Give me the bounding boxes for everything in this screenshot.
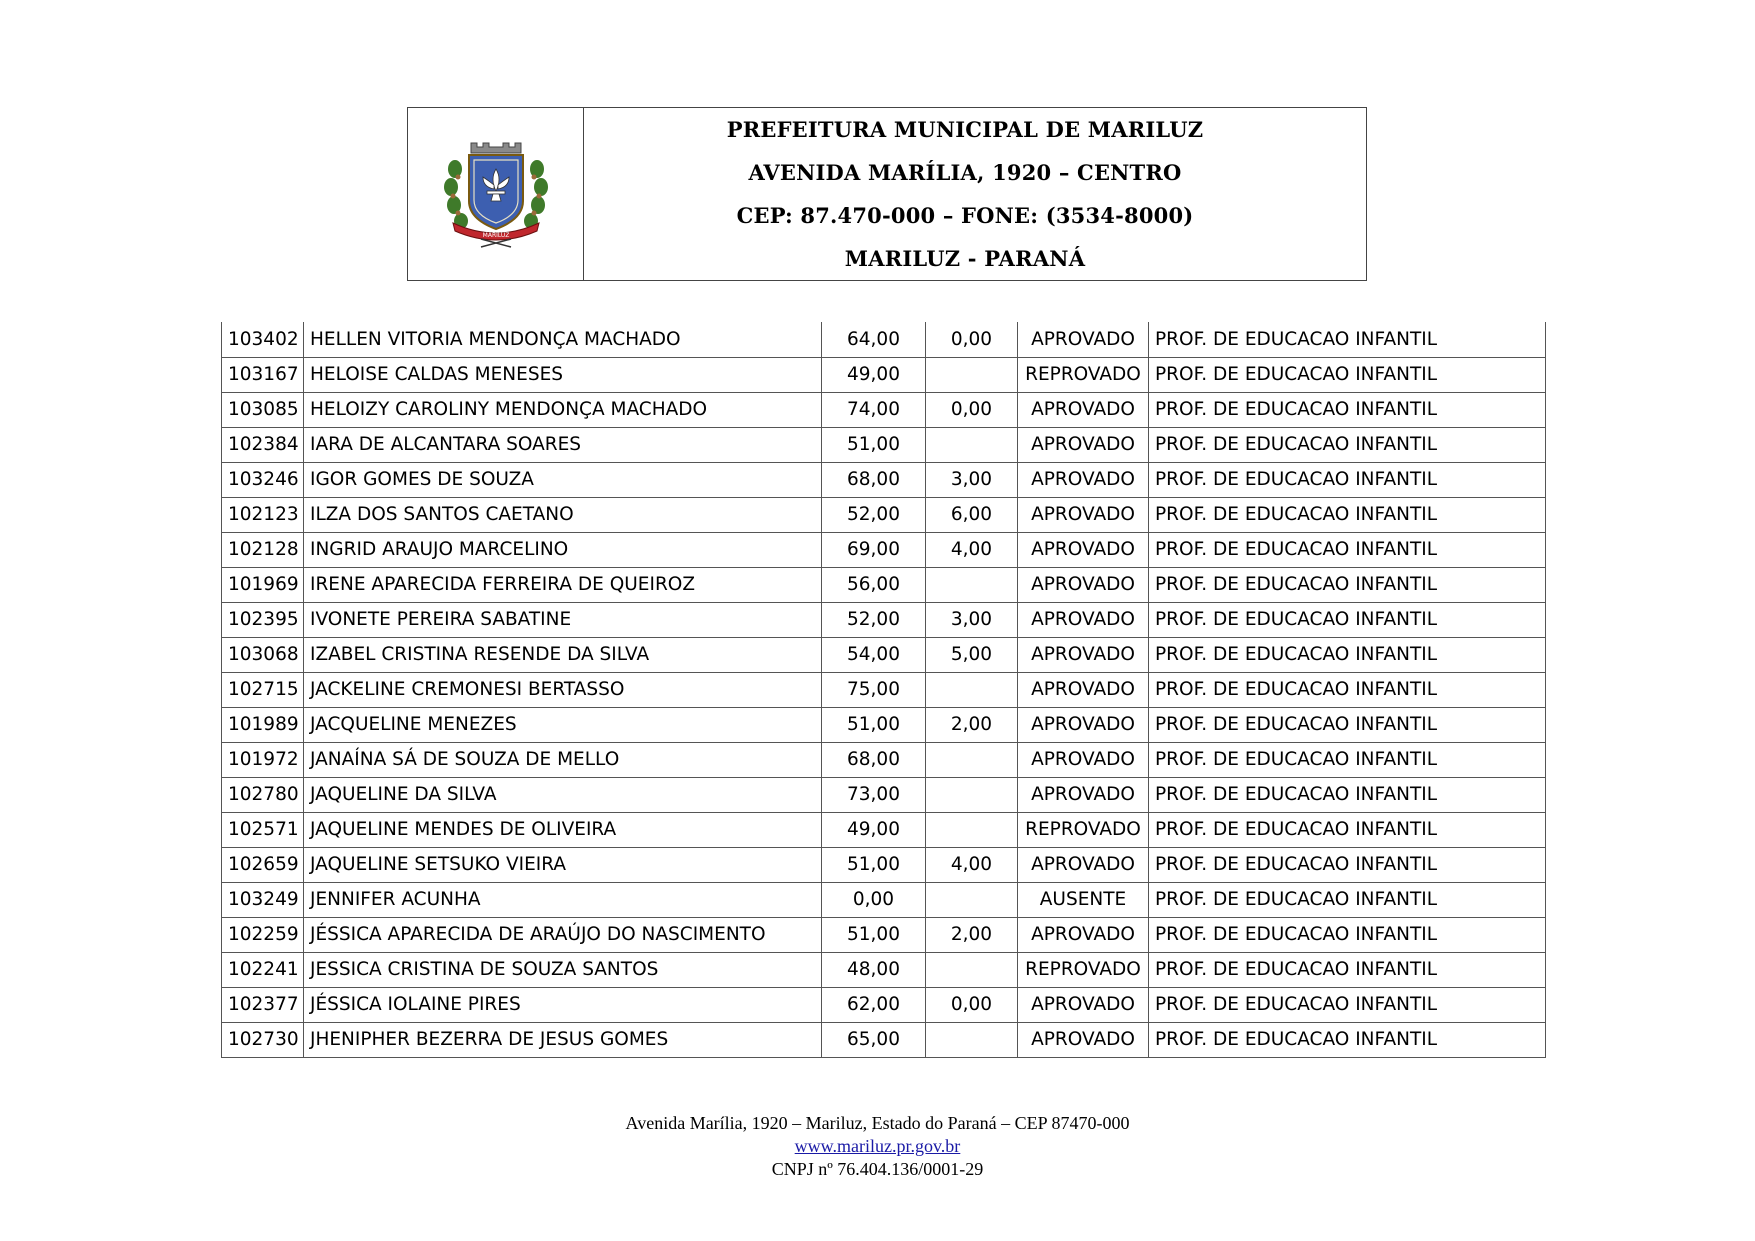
- candidate-id-cell: 102128: [222, 532, 304, 567]
- candidate-name-cell: JAQUELINE SETSUKO VIEIRA: [304, 847, 822, 882]
- candidate-name-cell: HELOISE CALDAS MENESES: [304, 357, 822, 392]
- table-row: [222, 952, 1546, 987]
- candidate-id-cell: 103402: [222, 322, 304, 357]
- exam-score-cell: 48,00: [822, 952, 926, 987]
- status-cell: APROVADO: [1018, 1022, 1149, 1057]
- candidate-id-cell: 103246: [222, 462, 304, 497]
- position-cell: PROF. DE EDUCACAO INFANTIL: [1149, 357, 1546, 392]
- exam-score-cell: 64,00: [822, 322, 926, 357]
- candidate-name-cell: IRENE APARECIDA FERREIRA DE QUEIROZ: [304, 567, 822, 602]
- exam-score-cell: 51,00: [822, 847, 926, 882]
- candidate-name-cell: HELOIZY CAROLINY MENDONÇA MACHADO: [304, 392, 822, 427]
- candidate-name-cell: IGOR GOMES DE SOUZA: [304, 462, 822, 497]
- position-cell: PROF. DE EDUCACAO INFANTIL: [1149, 637, 1546, 672]
- candidate-id-cell: 102259: [222, 917, 304, 952]
- candidate-name-cell: JHENIPHER BEZERRA DE JESUS GOMES: [304, 1022, 822, 1057]
- table-row: [222, 427, 1546, 462]
- municipality-state: MARILUZ - PARANÁ: [844, 246, 1086, 271]
- position-cell: PROF. DE EDUCACAO INFANTIL: [1149, 497, 1546, 532]
- title-score-cell: [926, 882, 1018, 917]
- page-footer: [0, 1112, 1755, 1181]
- table-row: [222, 707, 1546, 742]
- position-cell: PROF. DE EDUCACAO INFANTIL: [1149, 812, 1546, 847]
- position-cell: PROF. DE EDUCACAO INFANTIL: [1149, 462, 1546, 497]
- candidate-name-cell: JACKELINE CREMONESI BERTASSO: [304, 672, 822, 707]
- table-row: [222, 917, 1546, 952]
- candidate-id-cell: 102241: [222, 952, 304, 987]
- candidate-id-cell: 102715: [222, 672, 304, 707]
- exam-score-cell: 51,00: [822, 917, 926, 952]
- candidate-id-cell: 101989: [222, 707, 304, 742]
- exam-score-cell: 51,00: [822, 707, 926, 742]
- candidate-id-cell: 101972: [222, 742, 304, 777]
- status-cell: REPROVADO: [1018, 812, 1149, 847]
- candidate-id-cell: 102730: [222, 1022, 304, 1057]
- footer-address: Avenida Marília, 1920 – Mariluz, Estado do Paraná – CEP 87470-000: [625, 1113, 1130, 1133]
- candidate-id-cell: 101969: [222, 567, 304, 602]
- status-cell: AUSENTE: [1018, 882, 1149, 917]
- logo-cell: [408, 108, 584, 280]
- exam-score-cell: 0,00: [822, 882, 926, 917]
- exam-score-cell: 69,00: [822, 532, 926, 567]
- status-cell: APROVADO: [1018, 532, 1149, 567]
- candidate-name-cell: JAQUELINE MENDES DE OLIVEIRA: [304, 812, 822, 847]
- title-score-cell: [926, 777, 1018, 812]
- candidate-id-cell: 103085: [222, 392, 304, 427]
- candidate-id-cell: 102123: [222, 497, 304, 532]
- position-cell: PROF. DE EDUCACAO INFANTIL: [1149, 882, 1546, 917]
- candidate-name-cell: JÉSSICA IOLAINE PIRES: [304, 987, 822, 1022]
- candidate-name-cell: ILZA DOS SANTOS CAETANO: [304, 497, 822, 532]
- candidate-name-cell: IARA DE ALCANTARA SOARES: [304, 427, 822, 462]
- position-cell: PROF. DE EDUCACAO INFANTIL: [1149, 742, 1546, 777]
- position-cell: PROF. DE EDUCACAO INFANTIL: [1149, 987, 1546, 1022]
- title-score-cell: 6,00: [926, 497, 1018, 532]
- exam-score-cell: 49,00: [822, 357, 926, 392]
- title-score-cell: 5,00: [926, 637, 1018, 672]
- status-cell: REPROVADO: [1018, 952, 1149, 987]
- title-score-cell: 2,00: [926, 707, 1018, 742]
- position-cell: PROF. DE EDUCACAO INFANTIL: [1149, 917, 1546, 952]
- table-row: [222, 742, 1546, 777]
- title-score-cell: [926, 427, 1018, 462]
- title-score-cell: [926, 357, 1018, 392]
- exam-score-cell: 51,00: [822, 427, 926, 462]
- footer-website-link[interactable]: www.mariluz.pr.gov.br: [794, 1136, 961, 1156]
- exam-score-cell: 74,00: [822, 392, 926, 427]
- status-cell: APROVADO: [1018, 987, 1149, 1022]
- exam-score-cell: 65,00: [822, 1022, 926, 1057]
- candidate-name-cell: JÉSSICA APARECIDA DE ARAÚJO DO NASCIMENTO: [304, 917, 822, 952]
- table-row: [222, 322, 1546, 357]
- status-cell: APROVADO: [1018, 777, 1149, 812]
- candidate-name-cell: JESSICA CRISTINA DE SOUZA SANTOS: [304, 952, 822, 987]
- exam-score-cell: 52,00: [822, 602, 926, 637]
- table-row: [222, 987, 1546, 1022]
- position-cell: PROF. DE EDUCACAO INFANTIL: [1149, 952, 1546, 987]
- status-cell: APROVADO: [1018, 602, 1149, 637]
- results-table-body: [222, 322, 1546, 1057]
- table-row: [222, 847, 1546, 882]
- table-row: [222, 567, 1546, 602]
- title-score-cell: 0,00: [926, 392, 1018, 427]
- status-cell: APROVADO: [1018, 462, 1149, 497]
- municipality-contact: CEP: 87.470-000 – FONE: (3534-8000): [736, 203, 1194, 228]
- position-cell: PROF. DE EDUCACAO INFANTIL: [1149, 392, 1546, 427]
- position-cell: PROF. DE EDUCACAO INFANTIL: [1149, 1022, 1546, 1057]
- exam-score-cell: 68,00: [822, 742, 926, 777]
- exam-score-cell: 56,00: [822, 567, 926, 602]
- municipality-name: PREFEITURA MUNICIPAL DE MARILUZ: [726, 117, 1204, 142]
- candidate-id-cell: 103068: [222, 637, 304, 672]
- candidate-id-cell: 102395: [222, 602, 304, 637]
- candidate-name-cell: IZABEL CRISTINA RESENDE DA SILVA: [304, 637, 822, 672]
- candidate-name-cell: INGRID ARAUJO MARCELINO: [304, 532, 822, 567]
- candidate-id-cell: 102384: [222, 427, 304, 462]
- table-row: [222, 357, 1546, 392]
- table-row: [222, 392, 1546, 427]
- candidate-id-cell: 102377: [222, 987, 304, 1022]
- candidate-name-cell: JACQUELINE MENEZES: [304, 707, 822, 742]
- table-row: [222, 462, 1546, 497]
- position-cell: PROF. DE EDUCACAO INFANTIL: [1149, 777, 1546, 812]
- position-cell: PROF. DE EDUCACAO INFANTIL: [1149, 672, 1546, 707]
- results-table: [221, 322, 1546, 1058]
- candidate-id-cell: 103249: [222, 882, 304, 917]
- svg-text:MARILUZ: MARILUZ: [482, 232, 509, 239]
- exam-score-cell: 62,00: [822, 987, 926, 1022]
- title-score-cell: [926, 567, 1018, 602]
- status-cell: APROVADO: [1018, 672, 1149, 707]
- status-cell: APROVADO: [1018, 392, 1149, 427]
- position-cell: PROF. DE EDUCACAO INFANTIL: [1149, 322, 1546, 357]
- status-cell: APROVADO: [1018, 427, 1149, 462]
- table-row: [222, 1022, 1546, 1057]
- title-score-cell: 0,00: [926, 987, 1018, 1022]
- letterhead: [407, 107, 1367, 281]
- exam-score-cell: 54,00: [822, 637, 926, 672]
- status-cell: APROVADO: [1018, 847, 1149, 882]
- status-cell: APROVADO: [1018, 637, 1149, 672]
- status-cell: APROVADO: [1018, 742, 1149, 777]
- table-row: [222, 777, 1546, 812]
- footer-cnpj: CNPJ nº 76.404.136/0001-29: [771, 1159, 984, 1179]
- candidate-id-cell: 102571: [222, 812, 304, 847]
- candidate-name-cell: JENNIFER ACUNHA: [304, 882, 822, 917]
- status-cell: APROVADO: [1018, 322, 1149, 357]
- candidate-id-cell: 103167: [222, 357, 304, 392]
- table-row: [222, 637, 1546, 672]
- status-cell: REPROVADO: [1018, 357, 1149, 392]
- title-score-cell: 3,00: [926, 602, 1018, 637]
- candidate-name-cell: JAQUELINE DA SILVA: [304, 777, 822, 812]
- candidate-name-cell: IVONETE PEREIRA SABATINE: [304, 602, 822, 637]
- position-cell: PROF. DE EDUCACAO INFANTIL: [1149, 567, 1546, 602]
- table-row: [222, 882, 1546, 917]
- candidate-name-cell: JANAÍNA SÁ DE SOUZA DE MELLO: [304, 742, 822, 777]
- status-cell: APROVADO: [1018, 917, 1149, 952]
- status-cell: APROVADO: [1018, 567, 1149, 602]
- title-score-cell: [926, 672, 1018, 707]
- title-score-cell: 3,00: [926, 462, 1018, 497]
- title-score-cell: 4,00: [926, 532, 1018, 567]
- table-row: [222, 532, 1546, 567]
- title-score-cell: 0,00: [926, 322, 1018, 357]
- position-cell: PROF. DE EDUCACAO INFANTIL: [1149, 847, 1546, 882]
- exam-score-cell: 68,00: [822, 462, 926, 497]
- status-cell: APROVADO: [1018, 497, 1149, 532]
- title-score-cell: [926, 812, 1018, 847]
- letterhead-text: [584, 108, 1366, 280]
- title-score-cell: [926, 1022, 1018, 1057]
- exam-score-cell: 52,00: [822, 497, 926, 532]
- table-row: [222, 812, 1546, 847]
- status-cell: APROVADO: [1018, 707, 1149, 742]
- title-score-cell: [926, 952, 1018, 987]
- title-score-cell: 4,00: [926, 847, 1018, 882]
- candidate-id-cell: 102659: [222, 847, 304, 882]
- candidate-name-cell: HELLEN VITORIA MENDONÇA MACHADO: [304, 322, 822, 357]
- table-row: [222, 497, 1546, 532]
- title-score-cell: 2,00: [926, 917, 1018, 952]
- position-cell: PROF. DE EDUCACAO INFANTIL: [1149, 707, 1546, 742]
- table-row: [222, 672, 1546, 707]
- exam-score-cell: 75,00: [822, 672, 926, 707]
- table-row: [222, 602, 1546, 637]
- municipality-address: AVENIDA MARÍLIA, 1920 – CENTRO: [748, 160, 1182, 185]
- exam-score-cell: 49,00: [822, 812, 926, 847]
- position-cell: PROF. DE EDUCACAO INFANTIL: [1149, 427, 1546, 462]
- position-cell: PROF. DE EDUCACAO INFANTIL: [1149, 602, 1546, 637]
- exam-score-cell: 73,00: [822, 777, 926, 812]
- title-score-cell: [926, 742, 1018, 777]
- municipal-coat-of-arms-icon: [441, 139, 551, 249]
- position-cell: PROF. DE EDUCACAO INFANTIL: [1149, 532, 1546, 567]
- candidate-id-cell: 102780: [222, 777, 304, 812]
